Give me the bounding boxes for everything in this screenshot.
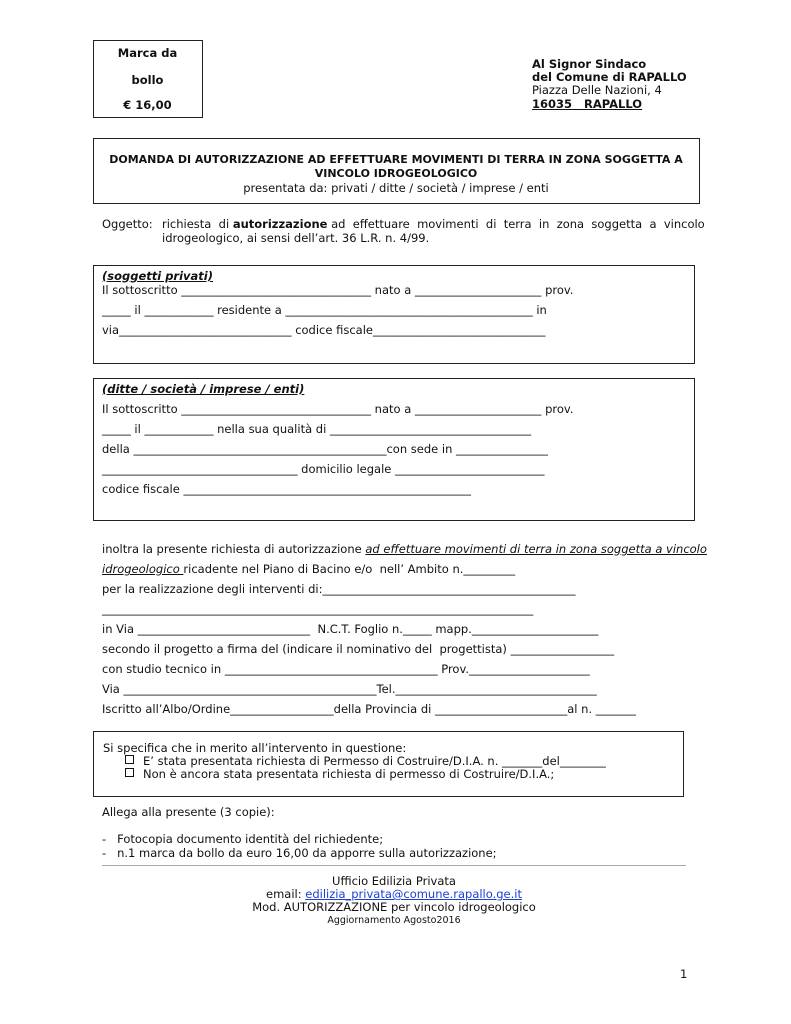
companies-heading: (ditte / società / imprese / enti) xyxy=(102,382,305,396)
interventions-line2[interactable]: ___________________________________________________________________________ xyxy=(102,602,534,616)
companies-line1[interactable]: Il sottoscritto _________________________________ nato a ______________________ prov. xyxy=(102,402,574,416)
permit-status-intro: Si specifica che in merito all’intervento in questione: xyxy=(103,741,407,755)
footer-email-link[interactable]: edilizia_privata@comune.rapallo.ge.it xyxy=(305,887,522,901)
attachments-title: Allega alla presente (3 copie): xyxy=(102,805,275,819)
revenue-stamp-box xyxy=(93,40,203,118)
request-line1 xyxy=(102,542,707,556)
recipient-line3: Piazza Delle Nazioni, 4 xyxy=(532,83,662,97)
checkbox-submitted[interactable] xyxy=(125,755,134,764)
checkbox-not-submitted[interactable] xyxy=(125,768,134,777)
studio-line[interactable]: con studio tecnico in _____________________________________ Prov._____________________ xyxy=(102,662,590,676)
companies-line5[interactable]: codice fiscale __________________________________________________ xyxy=(102,482,471,496)
document-subtitle: presentata da: privati / ditte / società / imprese / enti xyxy=(243,181,549,195)
footer-mod: Mod. AUTORIZZAZIONE per vincolo idrogeologico xyxy=(252,900,536,914)
request-line2[interactable] xyxy=(102,562,515,576)
recipient-line4: 16035 RAPALLO xyxy=(532,97,643,111)
footer-email-line xyxy=(102,887,686,901)
subject-bold: autorizzazione xyxy=(232,217,328,231)
footer-office: Ufficio Edilizia Privata xyxy=(332,874,456,888)
footer-update: Aggiornamento Agosto2016 xyxy=(327,915,461,926)
subject-text-line1 xyxy=(162,217,705,231)
private-line2[interactable]: _____ il ____________ residente a ___________________________________________ in xyxy=(102,303,547,317)
document-title-line2: VINCOLO IDROGEOLOGICO xyxy=(314,167,478,180)
request-line2-post: ricadente nel Piano di Bacino e/o nell’ Ambito n._________ xyxy=(183,562,516,576)
private-line3[interactable]: via______________________________ codice fiscale______________________________ xyxy=(102,323,546,337)
permit-option-submitted[interactable] xyxy=(125,754,606,768)
studio-address-line[interactable]: Via ____________________________________________Tel.___________________________________ xyxy=(102,682,597,696)
companies-line2[interactable]: _____ il ____________ nella sua qualità di ___________________________________ xyxy=(102,422,532,436)
address-cadastral-line[interactable]: in Via ______________________________ N.C.T. Foglio n._____ mapp.______________________ xyxy=(102,622,599,636)
permit-option-not-submitted-label: Non è ancora stata presentata richiesta di permesso di Costruire/D.I.A.; xyxy=(143,767,555,781)
interventions-line[interactable]: per la realizzazione degli interventi di:____________________________________________ xyxy=(102,582,576,596)
document-title-line1: DOMANDA DI AUTORIZZAZIONE AD EFFETTUARE MOVIMENTI DI TERRA IN ZONA SOGGETTA A xyxy=(109,153,683,166)
footer-divider xyxy=(102,865,686,866)
stamp-line2: bollo xyxy=(131,73,164,87)
request-line2-italic: idrogeologico xyxy=(102,562,184,576)
permit-option-not-submitted[interactable] xyxy=(125,767,554,781)
subject-label: Oggetto: xyxy=(102,217,153,231)
footer-email-label: email: xyxy=(266,887,306,901)
stamp-line3: € 16,00 xyxy=(123,98,172,112)
companies-line4[interactable]: __________________________________ domicilio legale __________________________ xyxy=(102,462,545,476)
register-line[interactable]: Iscritto all’Albo/Ordine__________________della Provincia di _______________________al n. _______ xyxy=(102,702,637,716)
permit-status-box xyxy=(93,731,684,797)
recipient-line1: Al Signor Sindaco xyxy=(532,57,647,71)
subject-pre: richiesta di xyxy=(162,217,233,231)
permit-option-submitted-label: E’ stata presentata richiesta di Permesso di Costruire/D.I.A. n. _______del________ xyxy=(143,754,606,768)
companies-box xyxy=(93,378,695,521)
private-subjects-heading: (soggetti privati) xyxy=(102,269,214,283)
companies-line3[interactable]: della ____________________________________________con sede in ________________ xyxy=(102,442,549,456)
subject-text-line2: idrogeologico, ai sensi dell’art. 36 L.R. n. 4/99. xyxy=(162,231,430,245)
private-line1[interactable]: Il sottoscritto _________________________________ nato a ______________________ prov. xyxy=(102,283,574,297)
designer-line[interactable]: secondo il progetto a firma del (indicare il nominativo del progettista) __________________ xyxy=(102,642,615,656)
private-subjects-box xyxy=(93,265,695,364)
title-box xyxy=(93,138,700,204)
recipient-line2: del Comune di RAPALLO xyxy=(532,70,687,84)
attachment-item2: - n.1 marca da bollo da euro 16,00 da apporre sulla autorizzazione; xyxy=(102,846,497,860)
request-line1-italic: ad effettuare movimenti di terra in zona soggetta a vincolo xyxy=(365,542,707,556)
page-number: 1 xyxy=(680,967,688,981)
attachment-item1: - Fotocopia documento identità del richiedente; xyxy=(102,832,384,846)
request-line1-pre: inoltra la presente richiesta di autorizzazione xyxy=(102,542,366,556)
subject-post: ad effettuare movimenti di terra in zona soggetta a vincolo xyxy=(327,217,705,231)
stamp-line1: Marca da xyxy=(117,46,178,60)
